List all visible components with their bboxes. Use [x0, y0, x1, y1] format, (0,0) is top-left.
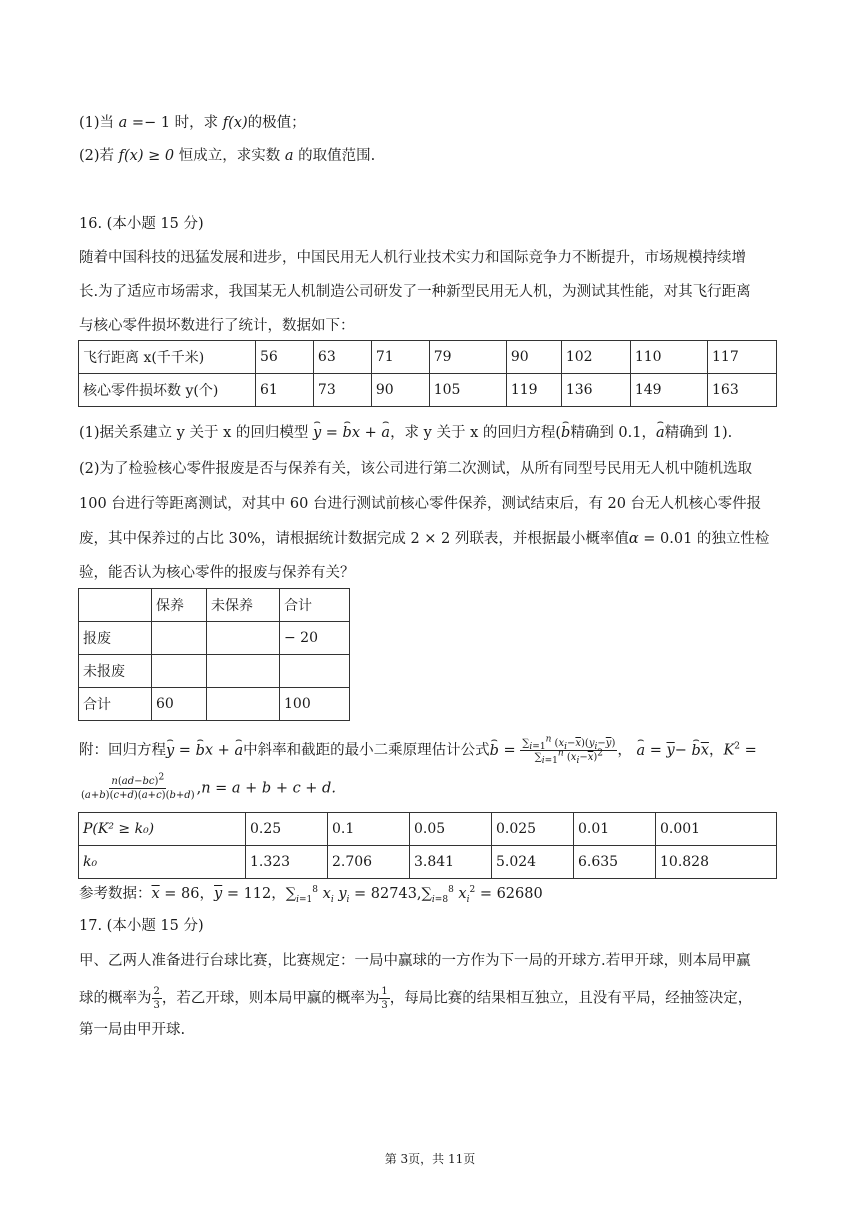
table-cell: 110	[630, 341, 707, 374]
table-cell: 105	[429, 374, 506, 407]
table-cell: 10.828	[656, 846, 777, 879]
table-cell	[280, 655, 350, 688]
fraction-two-thirds: $\frac{2}{3}$	[153, 986, 160, 1011]
q16-appendix-line2: $\frac{n(ad-bc)^2}{(a+b)(c+d)(a+c)(b+d)}$ ,n = a + b + c + d.	[81, 772, 336, 801]
q15-part2: (2)若 f(x) ≥ 0 恒成立，求实数 a 的取值范围.	[79, 148, 376, 164]
table-row	[79, 374, 777, 407]
q16-text-1: 随着中国科技的迅猛发展和进步，中国民用无人机行业技术实力和国际竞争力不断提升，市场规模持续增	[79, 250, 746, 266]
q16-appendix-line1: 附：回归方程⌢ y = ⌢ bx + ⌢ a中斜率和截距的最小二乘原理估计公式⌢ b = $\frac{\sum_{i=1}^n (x_i-\overline{x})(y_i-\overline{y})}{\sum_{i=1}^n (x_i-\overline{x})^2}$ ， ⌢ $a = \overline{y}-$ ⌢ $b\overline{x}$，$K^2$ =	[79, 737, 757, 764]
k2-formula: $\frac{n(ad-bc)^2}{(a+b)(c+d)(a+c)(b+d)}$	[81, 772, 195, 801]
contingency-table	[78, 588, 350, 721]
q17-text-2: 球的概率为 $\frac{2}{3}$ ，若乙开球，则本局甲赢的概率为 $\frac{1}{3}$ ，每局比赛的结果相互独立，且没有平局，经抽签决定，	[79, 986, 753, 1011]
table-cell: 报废	[79, 622, 152, 655]
table-cell: 90	[371, 374, 429, 407]
table-cell: 6.635	[574, 846, 656, 879]
row-label-distance: 飞行距离 x(千千米)	[79, 341, 256, 374]
fraction-one-third: $\frac{1}{3}$	[381, 986, 388, 1011]
table-cell: 79	[429, 341, 506, 374]
table-cell: 90	[506, 341, 561, 374]
table-row	[79, 846, 777, 879]
q16-text-2: 长.为了适应市场需求，我国某无人机制造公司研发了一种新型民用无人机，为测试其性能，对其飞行距离	[79, 284, 751, 300]
table-row	[79, 813, 777, 846]
table-cell	[152, 655, 207, 688]
table-row	[79, 341, 777, 374]
table-cell: 1.323	[246, 846, 328, 879]
table-cell: 63	[313, 341, 371, 374]
table-cell: 0.025	[492, 813, 574, 846]
flight-data-table	[78, 340, 777, 407]
table-cell: 73	[313, 374, 371, 407]
table-row	[79, 589, 350, 622]
table-cell	[207, 622, 280, 655]
table-header: 保养	[152, 589, 207, 622]
table-cell: 119	[506, 374, 561, 407]
q16-header: 16. (本小题 15 分)	[79, 216, 204, 232]
table-cell: 0.25	[246, 813, 328, 846]
table-cell: 60	[152, 688, 207, 721]
b-hat-formula: $\frac{\sum_{i=1}^n (x_i-\overline{x})(y_i-\overline{y})}{\sum_{i=1}^n (x_i-\overline{x})^2}$	[522, 734, 616, 766]
table-cell: 0.01	[574, 813, 656, 846]
table-cell: 56	[256, 341, 314, 374]
table-header	[79, 589, 152, 622]
table-cell: 2.706	[328, 846, 410, 879]
row-label-damage: 核心零件损坏数 y(个)	[79, 374, 256, 407]
q16-text-3: 与核心零件损坏数进行了统计，数据如下：	[79, 318, 355, 334]
table-cell: 0.001	[656, 813, 777, 846]
q16-part2-line4: 验，能否认为核心零件的报废与保养有关？	[79, 565, 355, 581]
table-cell: 0.1	[328, 813, 410, 846]
table-cell: 5.024	[492, 846, 574, 879]
table-cell	[207, 655, 280, 688]
table-header: 未保养	[207, 589, 280, 622]
table-cell: 102	[561, 341, 630, 374]
q16-part2-line2: 100 台进行等距离测试，对其中 60 台进行测试前核心零件保养，测试结束后，有 20 台无人机核心零件报	[79, 496, 762, 512]
table-cell: 0.05	[410, 813, 492, 846]
q16-reference-data: 参考数据：$\overline{x} = 86$，$\overline{y} = 112$，$\sum_{i=1}^8$ $x_i$ $y_i = 82743,\sum_{i=8}^8$ $x_i^2 = 62680$	[79, 885, 543, 905]
table-cell	[152, 622, 207, 655]
q17-text-1: 甲、乙两人准备进行台球比赛，比赛规定：一局中赢球的一方作为下一局的开球方.若甲开球，则本局甲赢	[79, 953, 751, 969]
table-row	[79, 655, 350, 688]
table-cell: 136	[561, 374, 630, 407]
table-cell: 3.841	[410, 846, 492, 879]
table-cell: 100	[280, 688, 350, 721]
table-cell: − 20	[280, 622, 350, 655]
table-row	[79, 688, 350, 721]
page-footer: 第 3页，共 11页	[384, 1152, 476, 1166]
table-cell: 163	[708, 374, 777, 407]
table-cell: 71	[371, 341, 429, 374]
table-row	[79, 622, 350, 655]
table-header: 合计	[280, 589, 350, 622]
q17-text-3: 第一局由甲开球.	[79, 1022, 186, 1038]
q16-part2-line3: 废，其中保养过的占比 30%，请根据统计数据完成 2 × 2 列联表，并根据最小概率值α = 0.01 的独立性检	[79, 531, 770, 547]
q17-header: 17. (本小题 15 分)	[79, 918, 204, 934]
table-cell: 149	[630, 374, 707, 407]
table-cell: 合计	[79, 688, 152, 721]
q16-part1: (1)据关系建立 y 关于 x 的回归模型 ⌢ y = ⌢ bx + ⌢ a，求 y 关于 x 的回归方程(⌢ b精确到 0.1，⌢ a精确到 1).	[79, 423, 732, 443]
table-cell: 未报废	[79, 655, 152, 688]
q16-part2-line1: (2)为了检验核心零件报废是否与保养有关，该公司进行第二次测试，从所有同型号民用无人机中随机选取	[79, 461, 753, 477]
row-label-k0: k₀	[79, 846, 246, 879]
row-label-probability: P(K² ≥ k₀)	[79, 813, 246, 846]
q15-part1: (1)当 a =− 1 时，求 f(x)的极值；	[79, 115, 306, 131]
critical-value-table	[78, 812, 777, 879]
table-cell: 117	[708, 341, 777, 374]
table-cell	[207, 688, 280, 721]
table-cell: 61	[256, 374, 314, 407]
